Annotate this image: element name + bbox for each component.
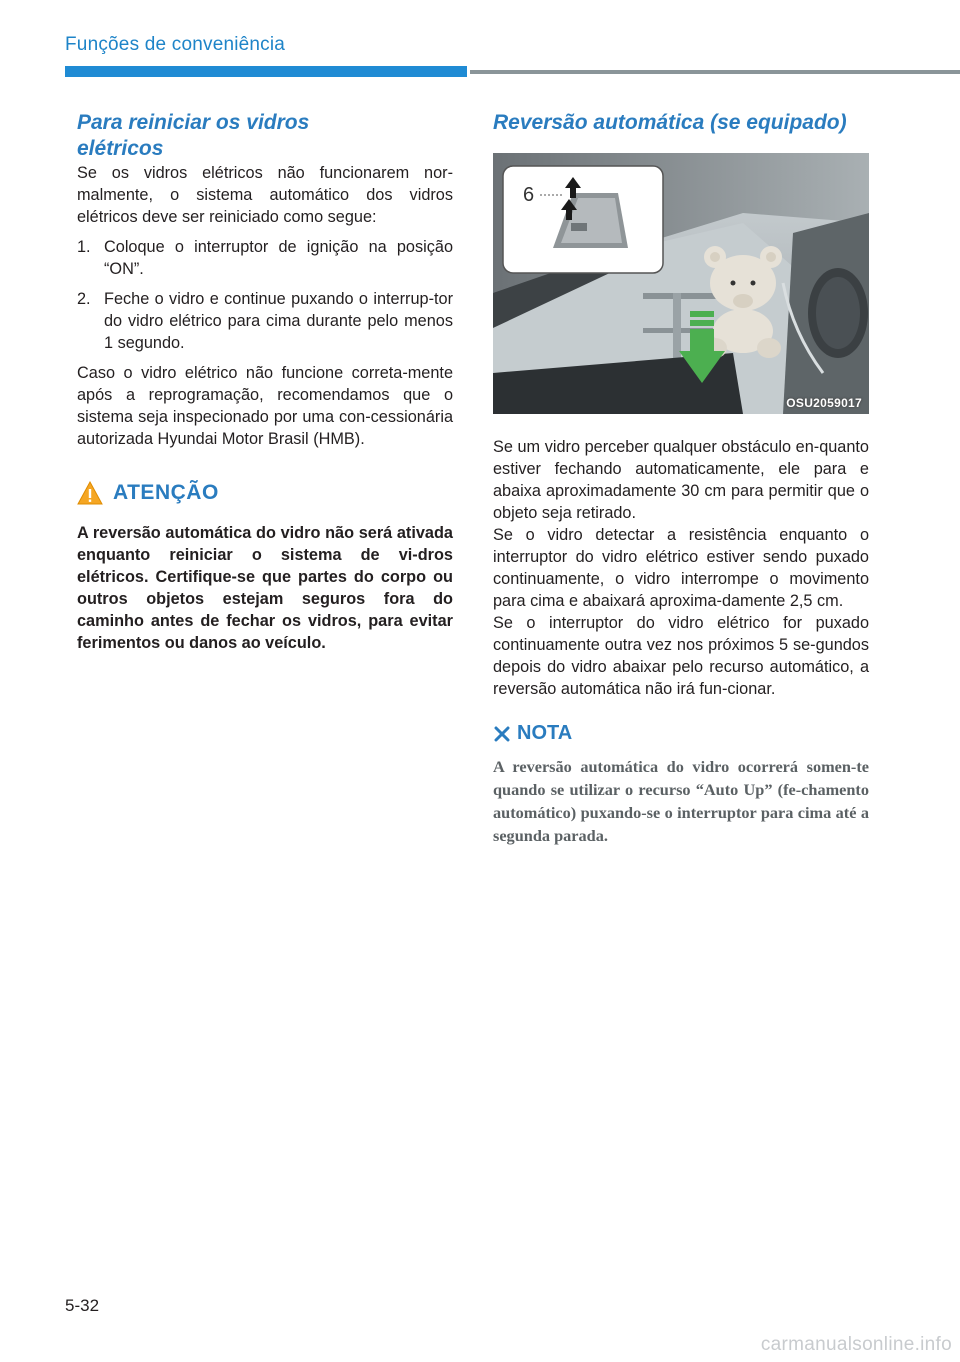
warning-header: [77, 476, 453, 510]
section-heading-reset: Para reiniciar os vidros elétricos: [77, 111, 310, 160]
asterisk-note-icon: [493, 725, 511, 743]
warning-title: ATENÇÃO: [113, 481, 219, 504]
switch-callout: [503, 166, 663, 273]
header-bar-gray: [470, 70, 960, 74]
header-bar-blue: [65, 66, 467, 77]
reset-step: [77, 236, 453, 280]
reset-steps: [77, 236, 453, 354]
page-header-title: Funções de conveniência: [65, 34, 286, 55]
reset-outro: Caso o vidro elétrico não funcione correta-mente após a reprogramação, recomendamos que o sistema seja inspecionado por uma con-cessionária autorizada Hyundai Motor Brasil (HMB).: [77, 364, 453, 448]
note-text: A reversão automática do vidro ocorrerá somen-te quando se utilizar o recurso “Auto Up” (fe-chamento automático) puxando-se o interruptor para cima até a segunda parada.: [493, 757, 869, 845]
step-text: Feche o vidro e continue puxando o interrup-tor do vidro elétrico para cima durante pelo menos 1 segundo.: [104, 290, 453, 352]
note-title: NOTA: [517, 722, 573, 744]
warning-triangle-icon: [77, 481, 103, 505]
auto-reverse-paragraph: Se o interruptor do vidro elétrico for puxado continuamente outra vez nos próximos 5 se-gundos depois do vidro abaixar pelo recurso automático, a reversão automática não irá fun-cionar.: [493, 614, 869, 698]
watermark: carmanualsonline.info: [760, 1334, 952, 1355]
right-column: [493, 110, 869, 847]
section-heading-auto-reverse: Reversão automática (se equipado): [493, 111, 847, 134]
note-header: [493, 722, 869, 745]
page-number: 5-32: [65, 1296, 100, 1315]
warning-text: A reversão automática do vidro não será ativada enquanto reiniciar o sistema de vi-dros elétricos. Certifique-se que partes do corpo ou outros objetos estejam seguros fora do caminho antes de fechar os vidros, para evitar ferimentos ou danos ao veículo.: [77, 524, 453, 652]
auto-reverse-paragraph: Se o vidro detectar a resistência enquanto o interruptor do vidro elétrico estiver sendo puxado continuamente, o vidro interrompe o movimento para cima e abaixará aproxima-damente 2,5 cm.: [493, 526, 869, 610]
reset-intro: Se os vidros elétricos não funcionarem nor-malmente, o sistema automático dos vidros elétricos deve ser reiniciado como segue:: [77, 164, 453, 226]
car-interior-illustration: [493, 153, 869, 414]
auto-reverse-paragraph: Se um vidro perceber qualquer obstáculo en-quanto estiver fechando automaticamente, ele para e abaixa aproximadamente 30 cm para permitir que o objeto seja retirado.: [493, 438, 869, 522]
step-number: 1.: [77, 238, 91, 256]
callout-number: 6: [523, 184, 535, 206]
left-column: [77, 110, 453, 654]
step-number: 2.: [77, 290, 91, 308]
car-window-figure: [493, 153, 869, 414]
figure-code: OSU2059017: [786, 396, 862, 410]
step-text: Coloque o interruptor de ignição na posição “ON”.: [104, 238, 453, 278]
reset-step: [77, 288, 453, 354]
